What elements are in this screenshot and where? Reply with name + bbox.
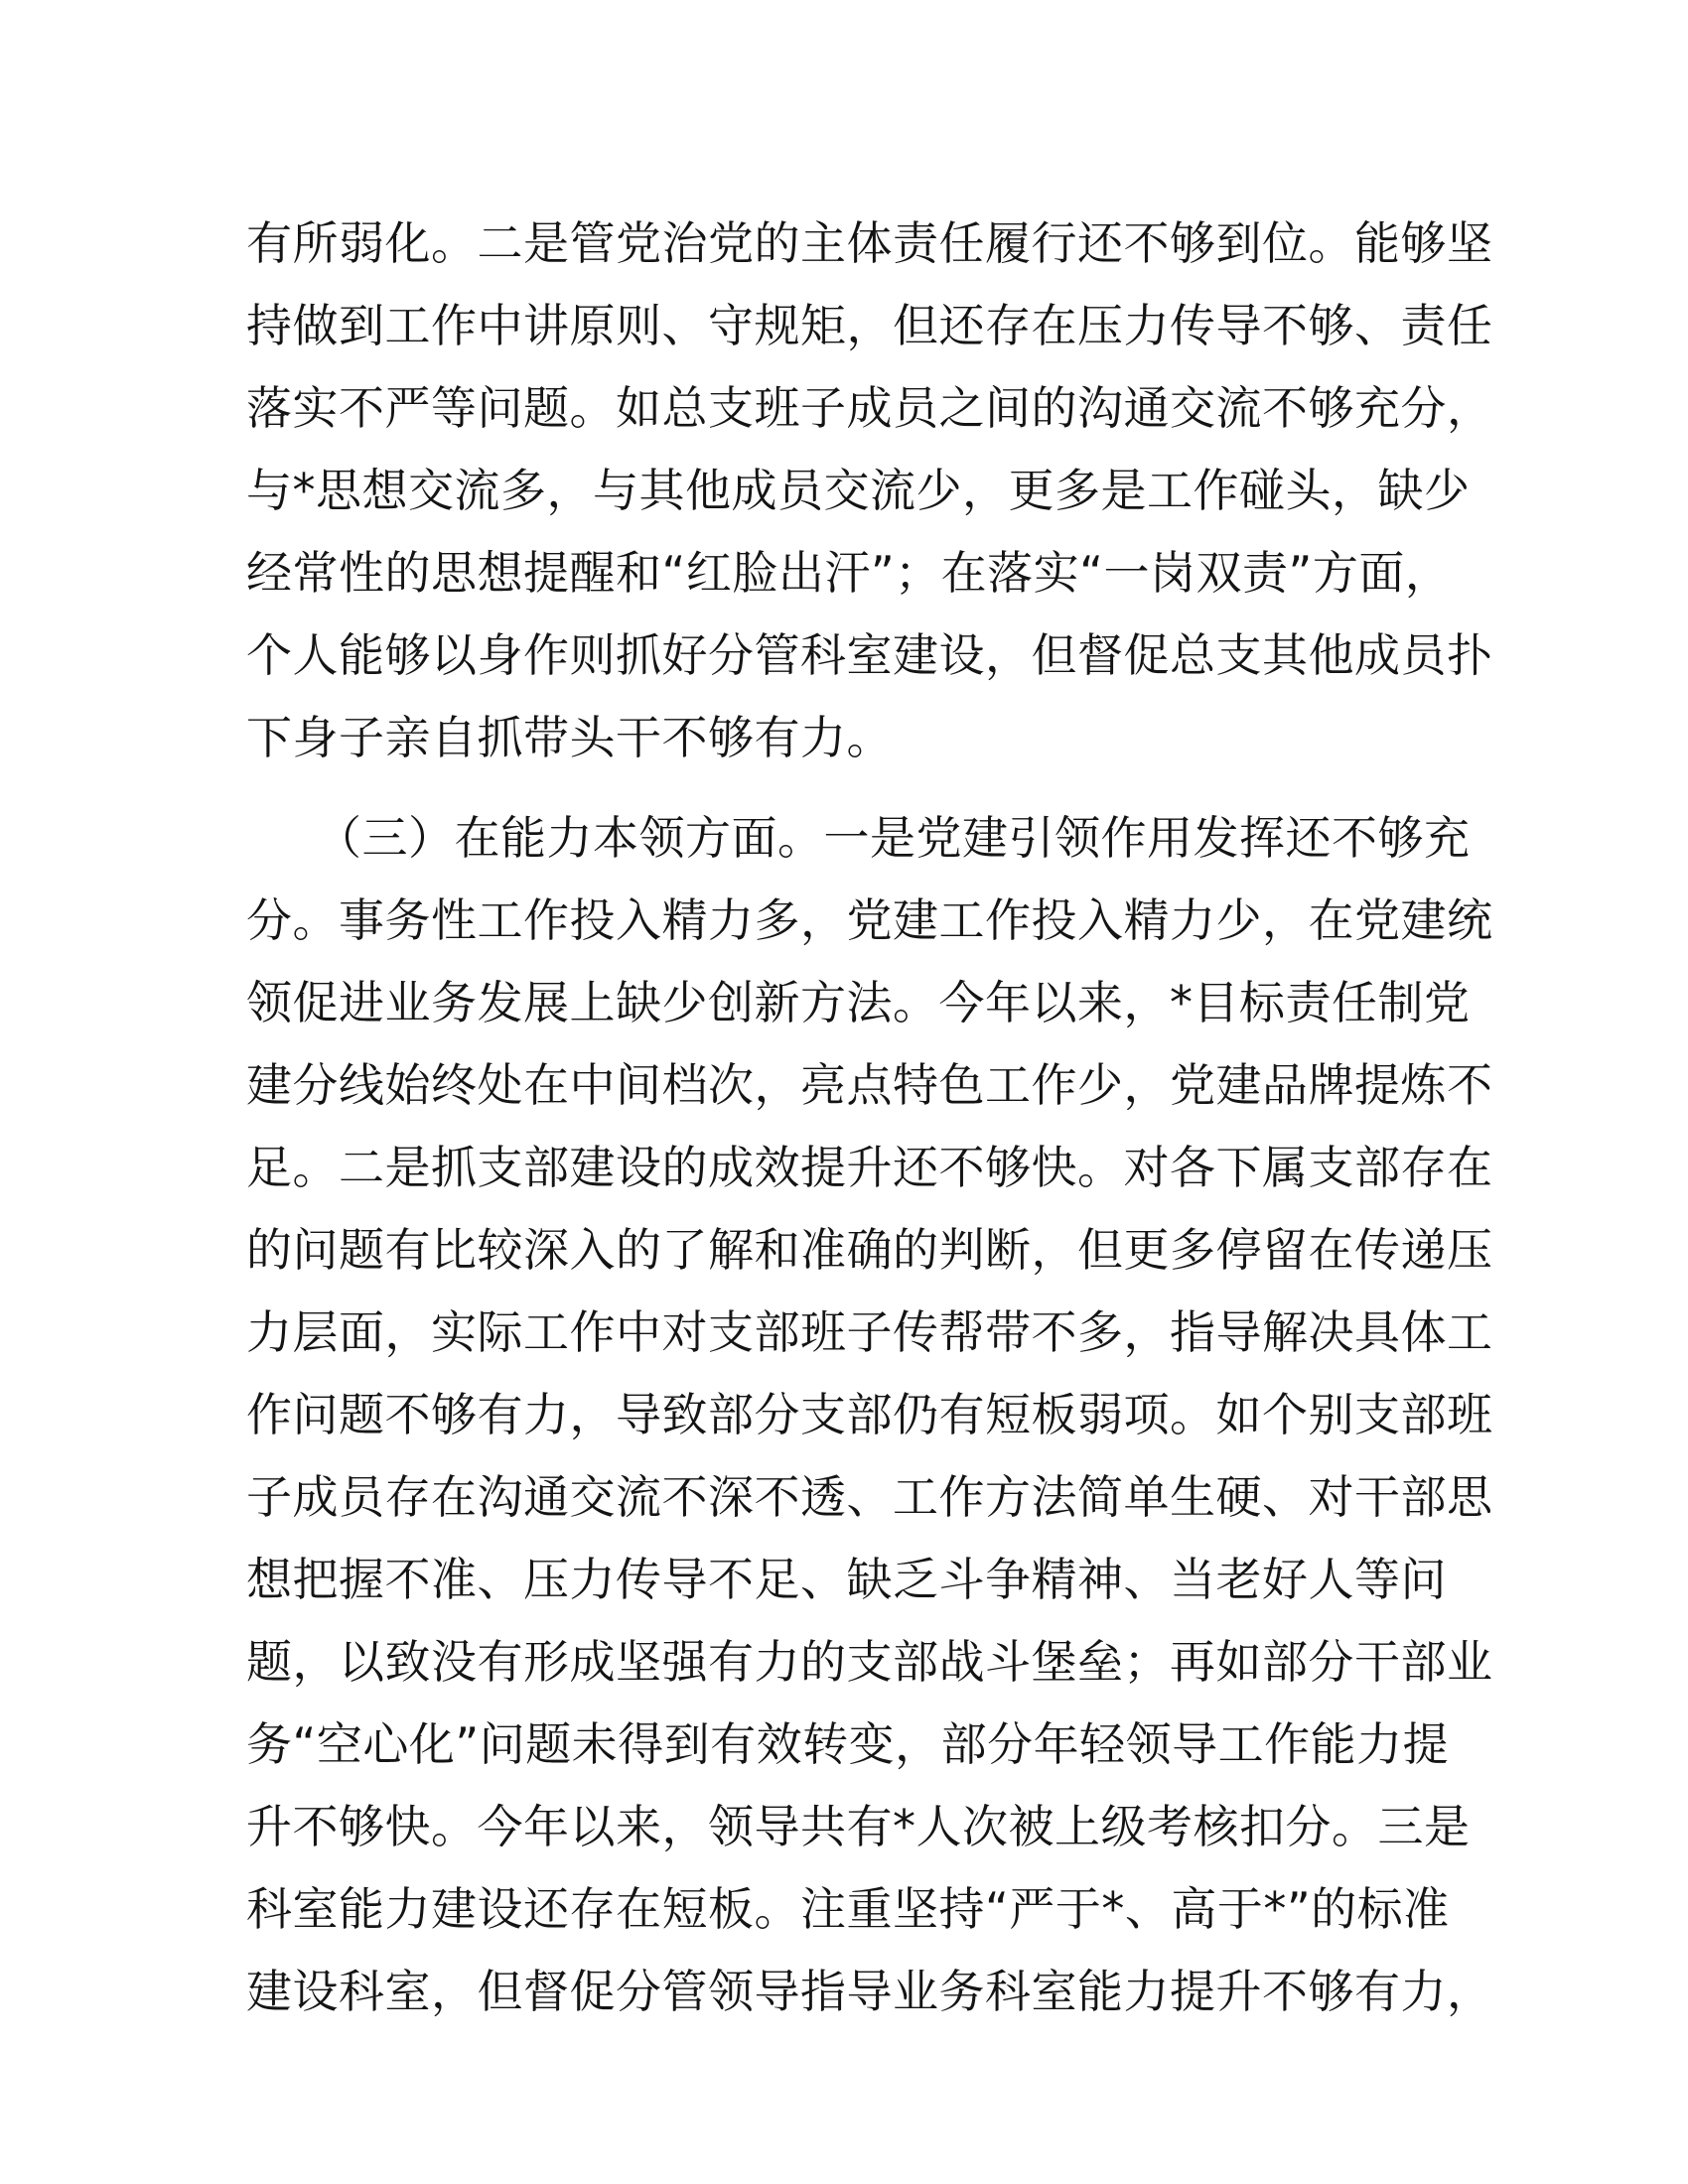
- text-line: 科室能力建设还存在短板。注重坚持“严于*、高于*”的标准: [246, 1882, 1450, 1936]
- text-line: 个人能够以身作则抓好分管科室建设，但督促总支其他成员扑: [246, 628, 1493, 682]
- body-text: [246, 203, 1493, 2033]
- text-line: 领促进业务发展上缺少创新方法。今年以来，*目标责任制党: [246, 976, 1471, 1029]
- text-line: 力层面，实际工作中对支部班子传帮带不多，指导解决具体工: [246, 1305, 1493, 1359]
- text-line: 有所弱化。二是管党治党的主体责任履行还不够到位。能够坚: [246, 216, 1493, 270]
- text-line: 作问题不够有力，导致部分支部仍有短板弱项。如个别支部班: [246, 1388, 1493, 1441]
- text-line: 与*思想交流多，与其他成员交流少，更多是工作碰头，缺少: [246, 464, 1471, 517]
- text-line: 的问题有比较深入的了解和准确的判断，但更多停留在传递压: [246, 1223, 1493, 1277]
- text-line: 建设科室，但督促分管领导指导业务科室能力提升不够有力，: [246, 1965, 1493, 2018]
- text-line: 持做到工作中讲原则、守规矩，但还存在压力传导不够、责任: [246, 299, 1493, 352]
- text-line: 下身子亲自抓带头干不够有力。: [246, 711, 893, 764]
- paragraph-1: [246, 203, 1493, 779]
- paragraph-gap: [246, 779, 1438, 797]
- text-line: 落实不严等问题。如总支班子成员之间的沟通交流不够充分，: [246, 381, 1493, 435]
- text-line: 想把握不准、压力传导不足、缺乏斗争精神、当老好人等问: [246, 1553, 1447, 1606]
- text-line: 题，以致没有形成坚强有力的支部战斗堡垒；再如部分干部业: [246, 1635, 1493, 1689]
- text-line: 足。二是抓支部建设的成效提升还不够快。对各下属支部存在: [246, 1141, 1493, 1194]
- text-line: 升不够快。今年以来，领导共有*人次被上级考核扣分。三是: [246, 1800, 1471, 1853]
- text-line: （三）在能力本领方面。一是党建引领作用发挥还不够充: [246, 811, 1471, 865]
- text-line: 建分线始终处在中间档次，亮点特色工作少，党建品牌提炼不: [246, 1058, 1493, 1112]
- text-line: 经常性的思想提醒和“红脸出汗”；在落实“一岗双责”方面，: [246, 546, 1452, 600]
- text-line: 分。事务性工作投入精力多，党建工作投入精力少，在党建统: [246, 893, 1493, 947]
- text-line: 务“空心化”问题未得到有效转变，部分年轻领导工作能力提: [246, 1717, 1450, 1771]
- paragraph-2: [246, 797, 1493, 2033]
- text-line: 子成员存在沟通交流不深不透、工作方法简单生硬、对干部思: [246, 1470, 1493, 1524]
